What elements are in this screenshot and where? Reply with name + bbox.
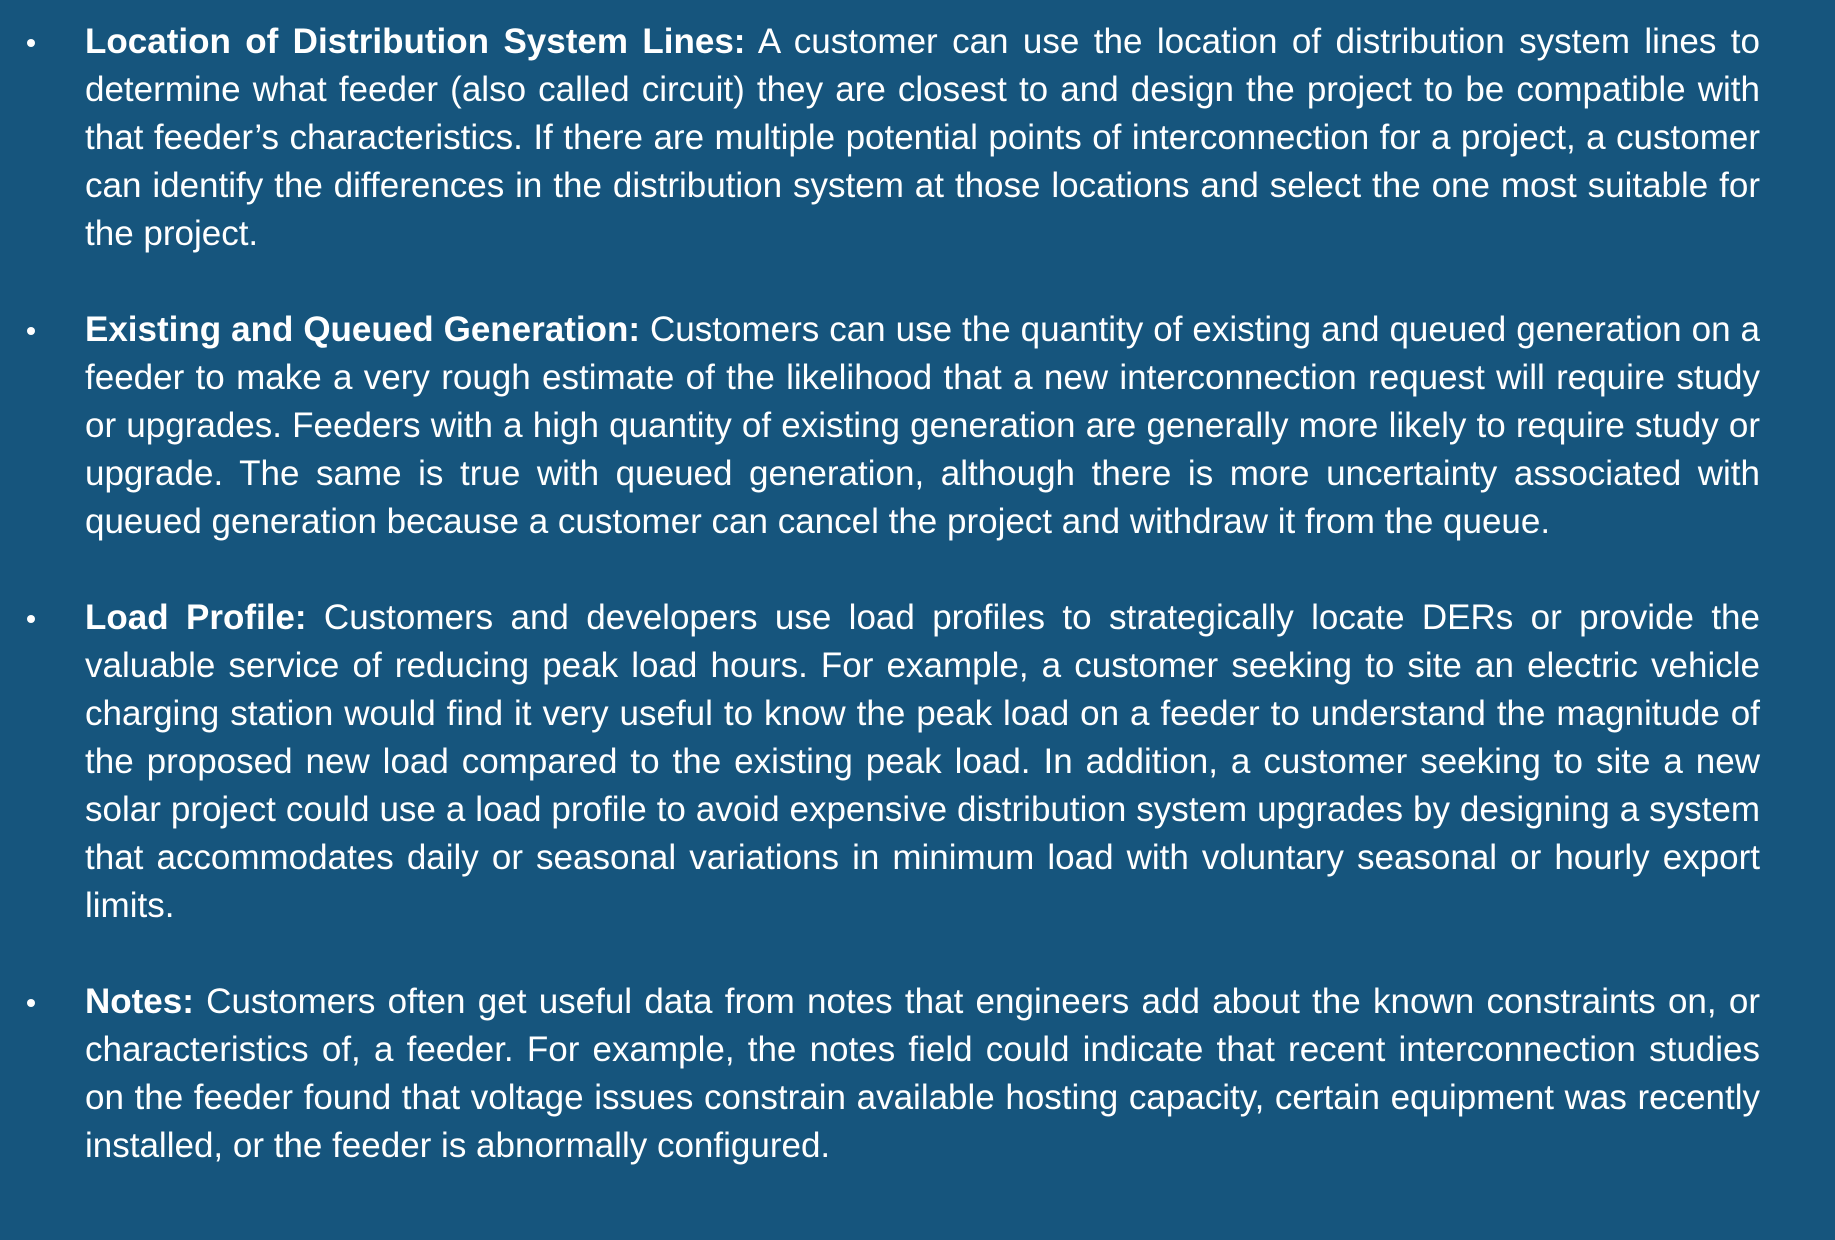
bullet-icon <box>27 999 35 1007</box>
bullet-icon <box>27 39 35 47</box>
item-text: A customer can use the location of distribution system lines to determine what feeder (also called circuit) they are closest to and design the project to be compatible with that feeder’s characteristics. If there are multiple potential points of interconnection for a project, a customer can identify the differences in the distribution system at those locations and select the one most suitable for the project. <box>85 22 1760 253</box>
bullet-icon <box>27 327 35 335</box>
item-term: Location of Distribution System Lines: <box>85 22 746 61</box>
item-term: Notes: <box>85 982 194 1021</box>
item-text: Customers and developers use load profiles to strategically locate DERs or provide the valuable service of reducing peak load hours. For example, a customer seeking to site an electric vehicle charging station would find it very useful to know the peak load on a feeder to understand the magnitude of the proposed new load compared to the existing peak load. In addition, a customer seeking to site a new solar project could use a load profile to avoid expensive distribution system upgrades by designing a system that accommodates daily or seasonal variations in minimum load with voluntary seasonal or hourly export limits. <box>85 598 1760 925</box>
item-term: Existing and Queued Generation: <box>85 310 641 349</box>
list-item <box>85 306 1760 546</box>
list-item <box>85 18 1760 258</box>
bullet-icon <box>27 615 35 623</box>
item-text: Customers often get useful data from notes that engineers add about the known constraints on, or characteristics of, a feeder. For example, the notes field could indicate that recent interconnection studies on the feeder found that voltage issues constrain available hosting capacity, certain equipment was recently installed, or the feeder is abnormally configured. <box>85 982 1760 1165</box>
item-term: Load Profile: <box>85 598 307 637</box>
list-item <box>85 594 1760 930</box>
list-item <box>85 978 1760 1170</box>
item-text: Customers can use the quantity of existing and queued generation on a feeder to make a very rough estimate of the likelihood that a new interconnection request will require study or upgrades. Feeders with a high quantity of existing generation are generally more likely to require study or upgrade. The same is true with queued generation, although there is more uncertainty associated with queued generation because a customer can cancel the project and withdraw it from the queue. <box>85 310 1760 541</box>
